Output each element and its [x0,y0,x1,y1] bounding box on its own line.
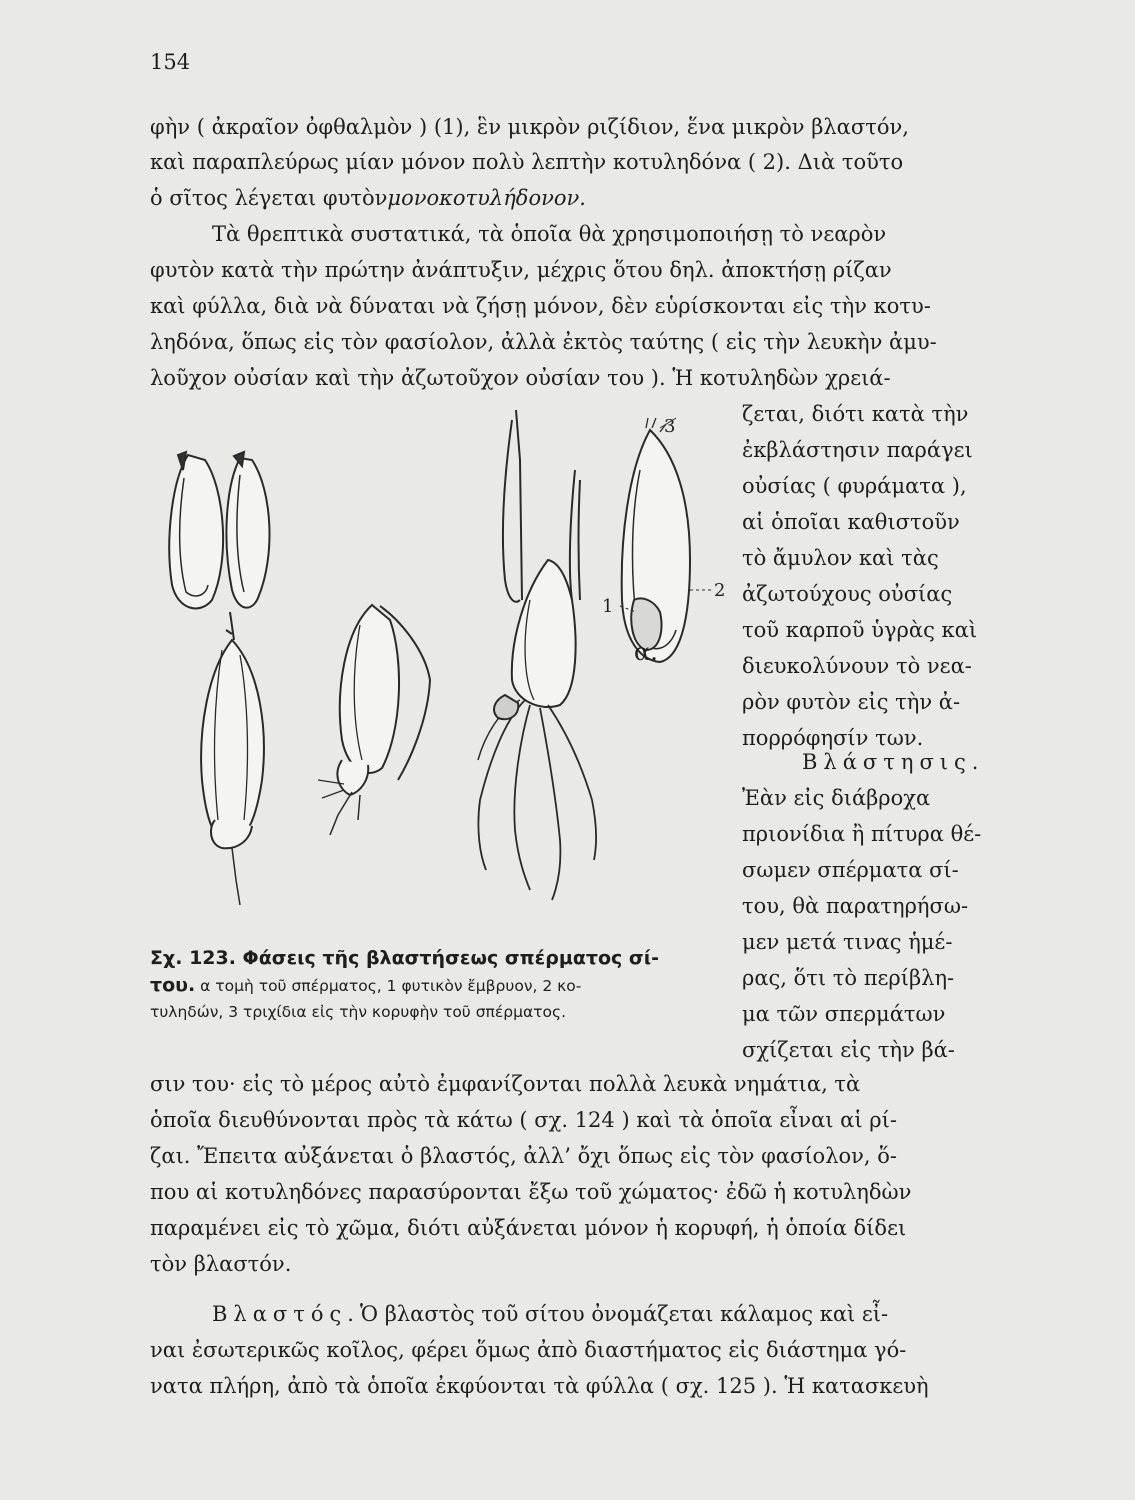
side-line: ζεται, διότι κατὰ τὴν [742,402,969,426]
side-line: οὐσίας ( φυράματα ), [742,474,967,498]
text-line: καὶ παραπλεύρως μίαν μόνον πολὺ λεπτὴν κοτυληδόνα ( 2). Διὰ τοῦτο [150,150,904,174]
figure-label-3: 3 [664,416,676,437]
side-line: διευκολύνουν τὸ νεα- [742,654,972,678]
text-line: ζαι. Ἔπειτα αὐξάνεται ὁ βλαστός, ἀλλ’ ὄχι ὅπως εἰς τὸν φασίολον, ὅ- [150,1144,898,1168]
sprouting-seed-small [201,612,264,905]
side-line: ρας, ὅτι τὸ περίβλη- [742,966,955,990]
sprouting-seed-medium [318,605,430,835]
section-heading-vlastisis: Βλάστησις. [802,750,985,774]
side-line: ἐκβλάστησιν παράγει [742,438,973,462]
side-line: μεν μετά τινας ἡμέ- [742,930,953,954]
text-line: ὁ σῖτος λέγεται φυτὸν μονοκοτυλήδονον. [150,186,586,210]
text-line: ληδόνα, ὅπως εἰς τὸν φασίολον, ἀλλὰ ἐκτὸς ταύτης ( εἰς τὴν λευκὴν ἀμυ- [150,330,937,354]
text-line: φὴν ( ἀκραῖον ὀφθαλμὸν ) (1), ἓν μικρὸν ριζίδιον, ἕνα μικρὸν βλαστόν, [150,115,909,139]
text-line: φυτὸν κατὰ τὴν πρώτην ἀνάπτυξιν, μέχρις ὅτου δηλ. ἀποκτήσῃ ρίζαν [150,258,892,282]
side-line: αἱ ὁποῖαι καθιστοῦν [742,510,960,534]
side-line: πορρόφησίν των. [742,726,924,750]
caption-title: Σχ. 123. Φάσεις τῆς βλαστήσεως σπέρματος σί- [150,947,660,969]
side-line: ἀζωτούχους οὐσίας [742,582,953,606]
figure-caption [150,944,710,1025]
text-line: που αἱ κοτυληδόνες παρασύρονται ἔξω τοῦ χώματος· ἐδῶ ἡ κοτυληδὼν [150,1180,912,1204]
text-line: Τὰ θρεπτικὰ συστατικά, τὰ ὁποῖα θὰ χρησιμοποιήσῃ τὸ νεαρὸν [212,222,887,246]
figure-label-alpha: α. [634,638,658,666]
text-line: ναι ἐσωτερικῶς κοῖλος, φέρει ὅμως ἀπὸ διαστήματος εἰς διάστημα γό- [150,1338,907,1362]
side-line: του, θὰ παρατηρήσω- [742,894,969,918]
seed-half-left [169,452,223,608]
figure-label-1: 1 [602,596,614,617]
side-line: ρὸν φυτὸν εἰς τὴν ἀ- [742,690,961,714]
text-line: τὸν βλαστόν. [150,1252,292,1276]
text-line: σιν του· εἰς τὸ μέρος αὐτὸ ἐμφανίζονται πολλὰ λευκὰ νημάτια, τὰ [150,1072,861,1096]
text-line: ὁποῖα διευθύνονται πρὸς τὰ κάτω ( σχ. 124 ) καὶ τὰ ὁποῖα εἶναι αἱ ρί- [150,1108,897,1132]
text-line: παραμένει εἰς τὸ χῶμα, διότι αὐξάνεται μόνον ἡ κορυφή, ἡ ὁποία δίδει [150,1216,907,1240]
side-line: σχίζεται εἰς τὴν βά- [742,1038,955,1062]
seed-section-alpha [620,418,712,662]
text-line: καὶ φύλλα, διὰ νὰ δύναται νὰ ζήσῃ μόνον, δὲν εὑρίσκονται εἰς τὴν κοτυ- [150,294,931,318]
side-line: Ἐὰν εἰς διάβροχα [742,786,931,810]
germinated-seedling [478,410,596,900]
side-line: σωμεν σπέρματα σί- [742,858,959,882]
text-line: νατα πλήρη, ἀπὸ τὰ ὁποῖα ἐκφύονται τὰ φύλλα ( σχ. 125 ). Ἡ κατασκευὴ [150,1374,929,1398]
section-heading-vlastos: Βλαστός. Ὁ βλαστὸς τοῦ σίτου ὀνομάζεται κάλαμος καὶ εἶ- [212,1302,889,1326]
text-line: λοῦχον οὐσίαν καὶ τὴν ἀζωτοῦχον οὐσίαν του ). Ἡ κοτυληδὼν χρειά- [150,366,891,390]
caption-line: του. α τομὴ τοῦ σπέρματος, 1 φυτικὸν ἔμβρυον, 2 κο- [150,974,582,996]
page-number: 154 [150,50,191,74]
side-line: πριονίδια ἢ πίτυρα θέ- [742,822,982,846]
caption-line: τυληδών, 3 τριχίδια εἰς τὴν κορυφὴν τοῦ σπέρματος. [150,1003,566,1021]
side-line: τοῦ καρποῦ ὑγρὰς καὶ [742,618,978,642]
seed-half-right [226,452,269,608]
side-line: μα τῶν σπερμάτων [742,1002,946,1026]
figure-label-2: 2 [714,580,726,601]
side-line: τὸ ἄμυλον καὶ τὰς [742,546,939,570]
